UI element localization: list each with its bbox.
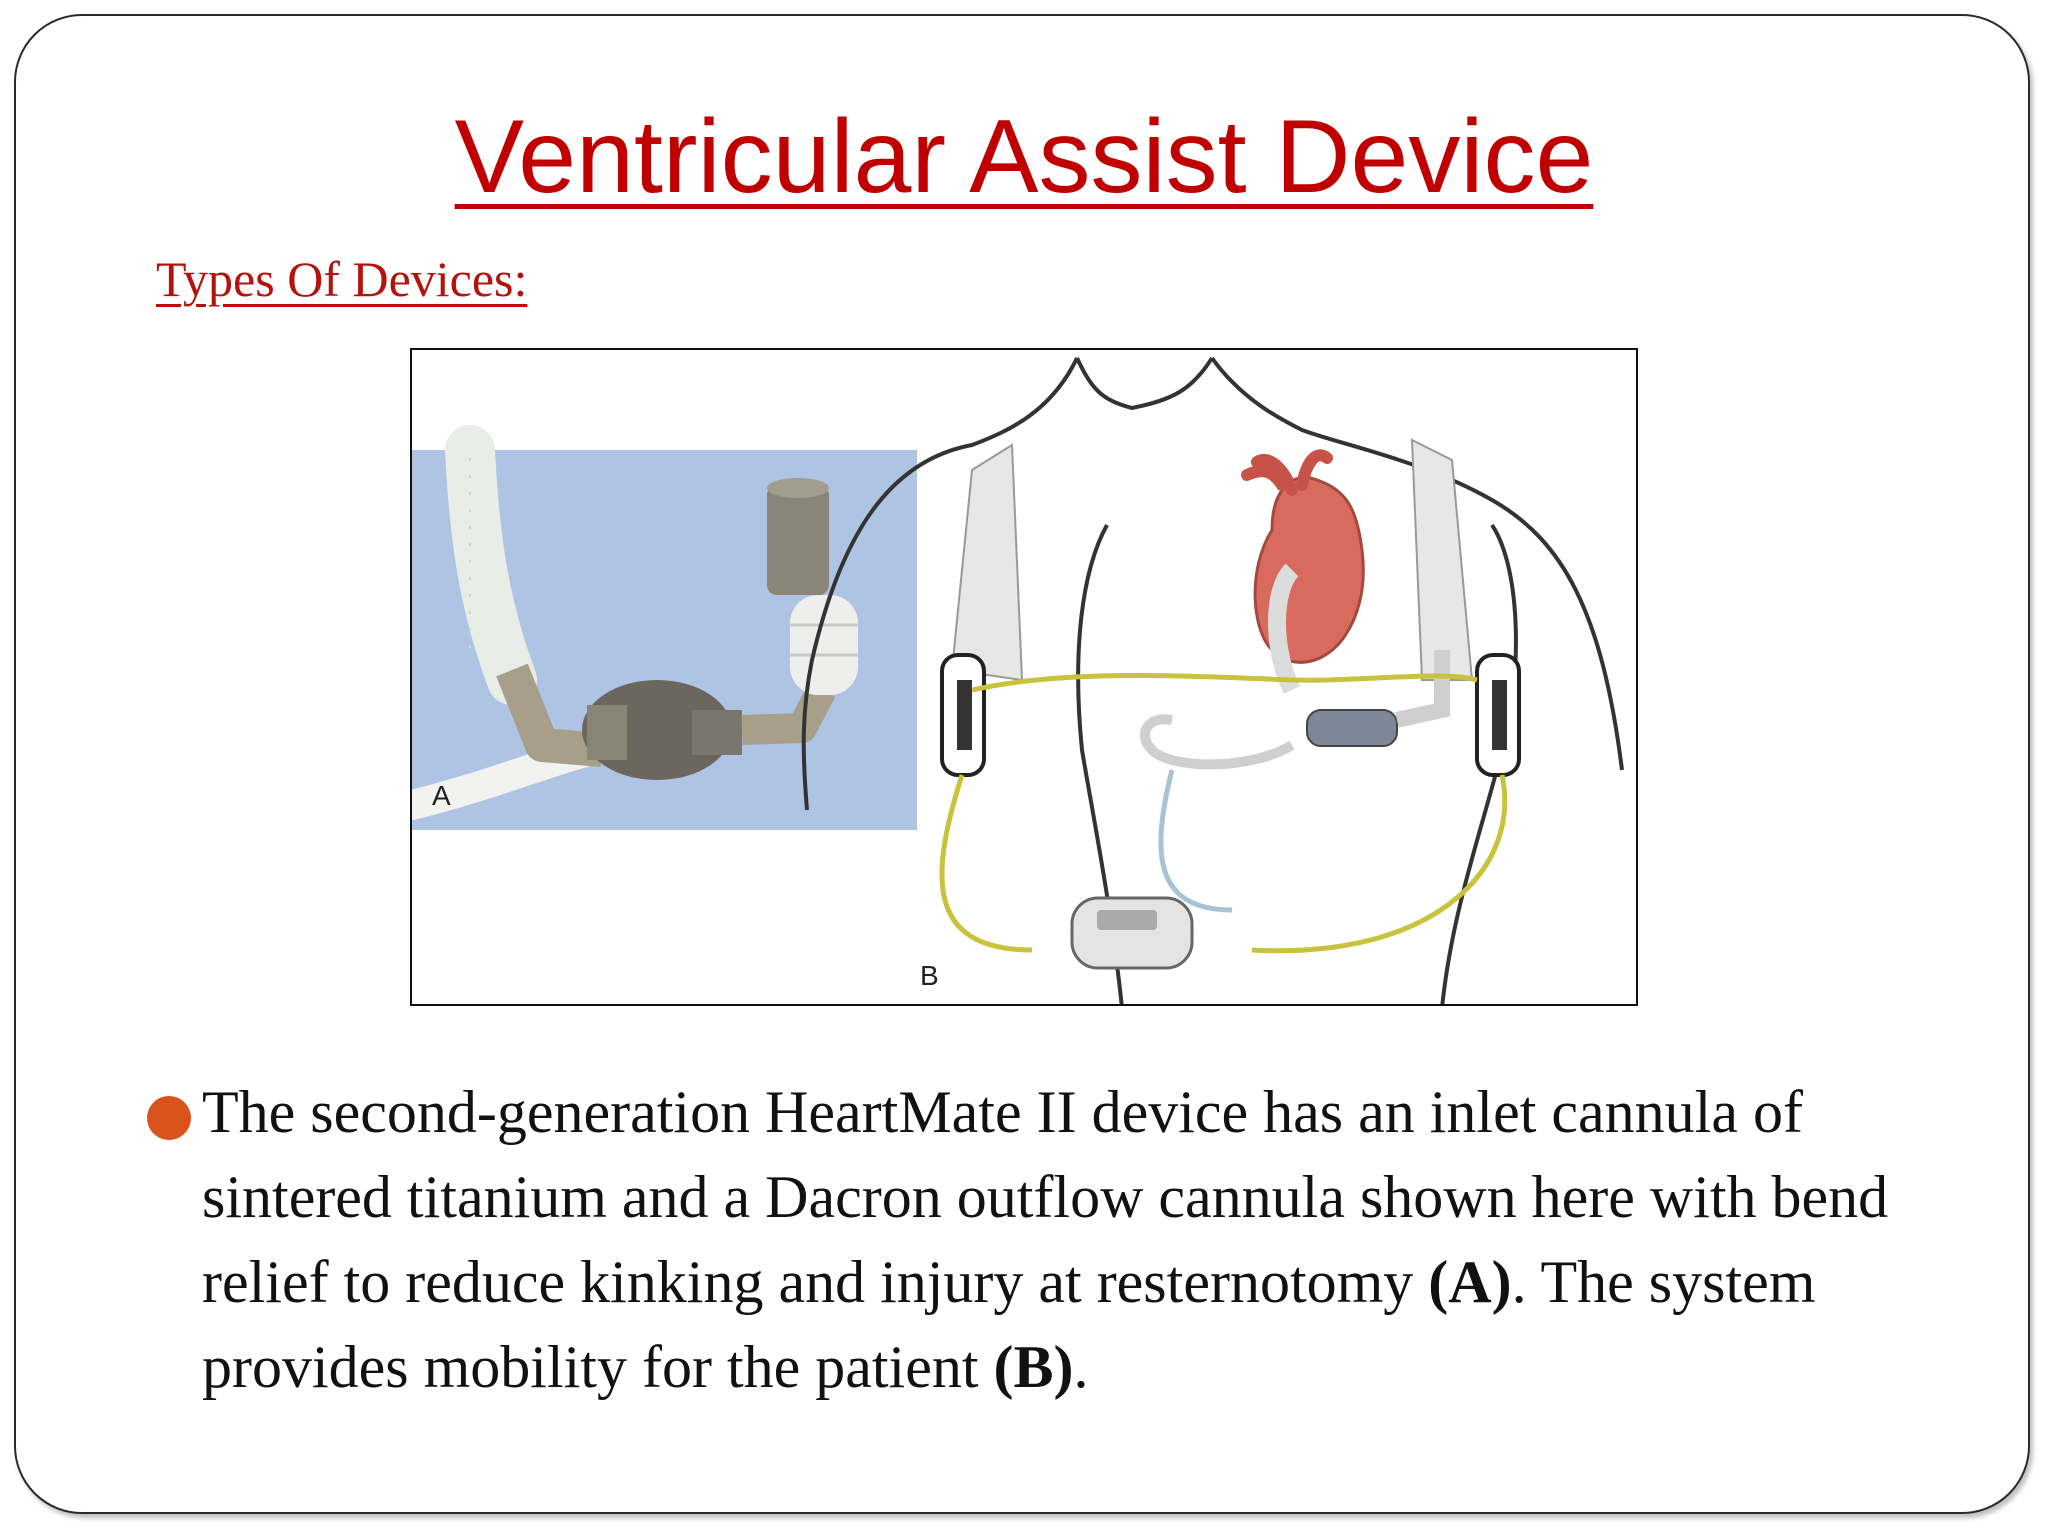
bullet-text xyxy=(202,1070,1902,1410)
device-figure xyxy=(410,348,1638,1006)
ref-b: (B) xyxy=(993,1334,1074,1400)
ref-a: (A) xyxy=(1428,1249,1512,1315)
device-illustration xyxy=(412,350,1638,1006)
heart-illustration xyxy=(1247,455,1363,662)
controller-unit xyxy=(1072,898,1192,968)
bullet-text-part: . The system provides mobility for the patient xyxy=(202,1249,1816,1400)
slide-title: Ventricular Assist Device xyxy=(454,99,1594,215)
bullet-text-part: The second-generation HeartMate II device has an inlet cannula of sintered titanium and a Dacron outflow cannula shown here with bend relief to reduce kinking and injury at resternotomy xyxy=(202,1079,1889,1315)
bullet-marker xyxy=(147,1096,191,1140)
slide-subtitle: Types Of Devices: xyxy=(156,251,528,307)
panel-b-label: B xyxy=(920,960,939,991)
panel-a-photo xyxy=(412,450,917,830)
harness-straps xyxy=(942,440,1519,775)
panel-a-label: A xyxy=(432,780,451,811)
bullet-text-part: . xyxy=(1073,1334,1089,1400)
